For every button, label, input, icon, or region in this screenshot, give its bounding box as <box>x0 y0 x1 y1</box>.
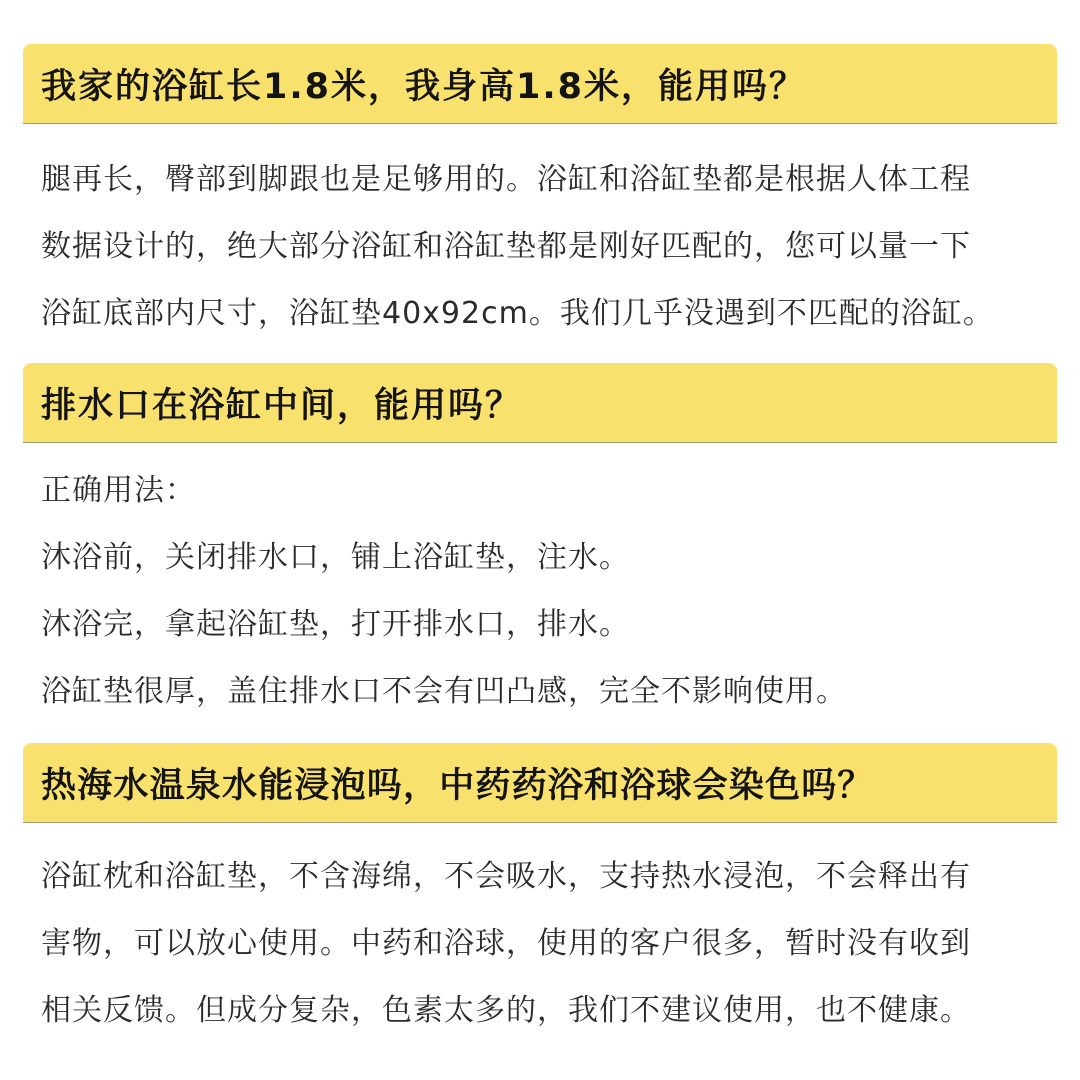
answer-line: 数据设计的，绝大部分浴缸和浴缸垫都是刚好匹配的，您可以量一下 <box>41 229 971 264</box>
question-bar <box>23 743 1057 823</box>
faq-section-drain-position <box>23 363 1057 725</box>
question-bar <box>23 363 1057 443</box>
answer-line: 浴缸枕和浴缸垫，不含海绵，不会吸水，支持热水浸泡，不会释出有 <box>41 859 971 894</box>
answer-line: 害物，可以放心使用。中药和浴球，使用的客户很多，暂时没有收到 <box>41 926 971 961</box>
answer-block <box>23 823 1057 1044</box>
faq-section-hot-spring-water <box>23 743 1057 1044</box>
question-bar <box>23 44 1057 124</box>
answer-block <box>23 443 1057 725</box>
answer-line: 沐浴完，拿起浴缸垫，打开排水口，排水。 <box>41 607 630 642</box>
answer-line: 浴缸垫很厚，盖住排水口不会有凹凸感，完全不影响使用。 <box>41 674 847 709</box>
faq-section-bathtub-length <box>23 44 1057 347</box>
answer-block <box>23 124 1057 347</box>
question-title: 排水口在浴缸中间，能用吗？ <box>41 385 523 426</box>
question-title: 我家的浴缸长1.8米，我身高1.8米，能用吗？ <box>41 66 807 107</box>
answer-line: 腿再长，臀部到脚跟也是足够用的。浴缸和浴缸垫都是根据人体工程 <box>41 162 971 197</box>
answer-line: 正确用法： <box>41 473 196 508</box>
answer-line: 浴缸底部内尺寸，浴缸垫40x92cm。我们几乎没遇到不匹配的浴缸。 <box>41 296 994 331</box>
question-title: 热海水温泉水能浸泡吗，中药药浴和浴球会染色吗？ <box>41 765 874 806</box>
answer-line: 相关反馈。但成分复杂，色素太多的，我们不建议使用，也不健康。 <box>41 993 971 1028</box>
answer-line: 沐浴前，关闭排水口，铺上浴缸垫，注水。 <box>41 540 630 575</box>
